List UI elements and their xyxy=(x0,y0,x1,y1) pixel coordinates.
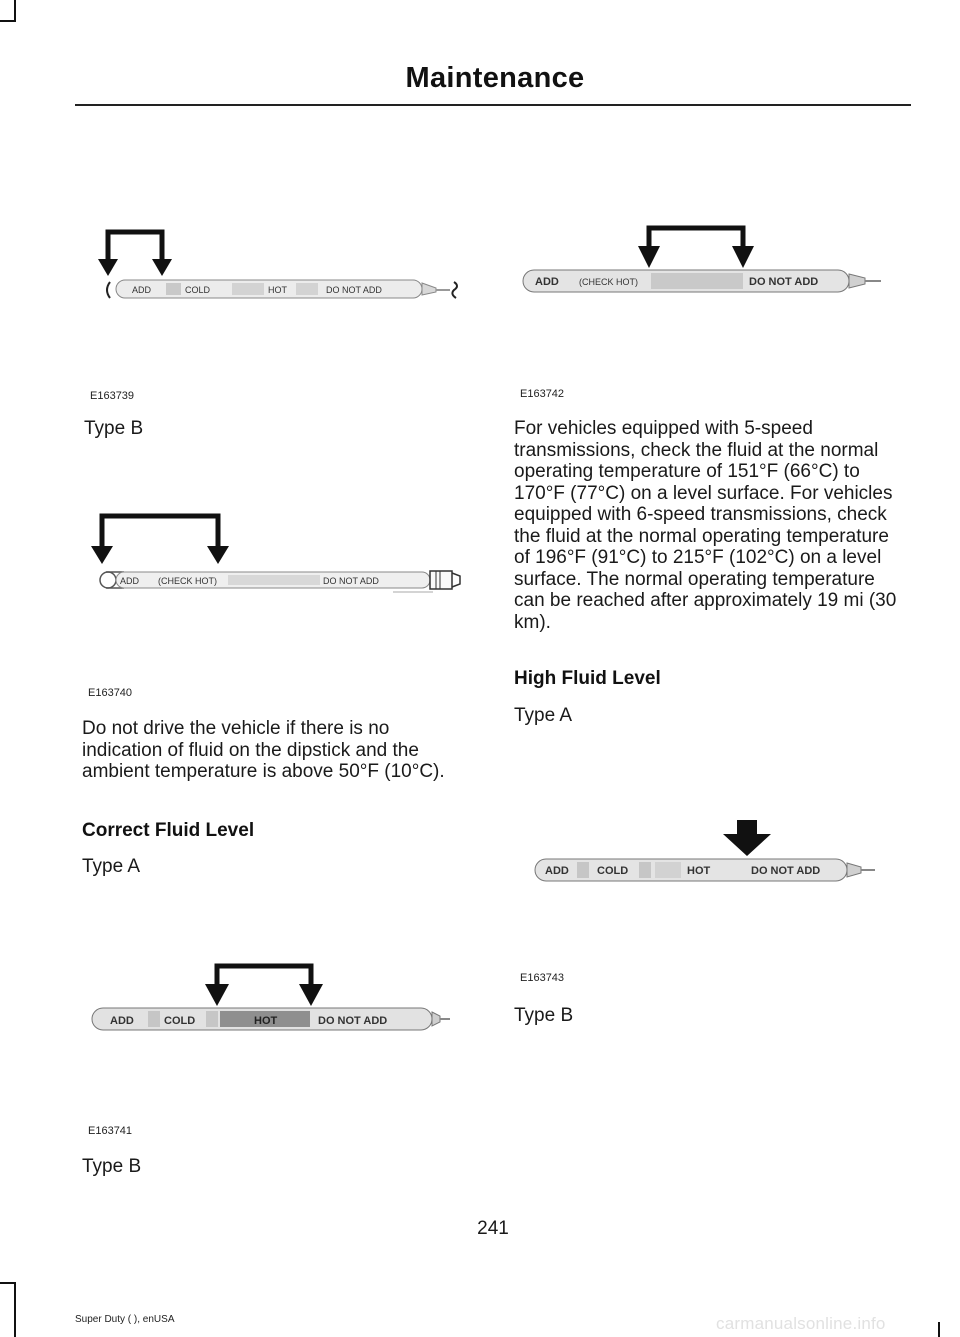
crop-mark-top-left-h xyxy=(0,20,16,22)
figure-code: E163740 xyxy=(88,687,133,699)
dipstick-label: COLD xyxy=(164,1015,196,1027)
type-label: Type B xyxy=(84,418,144,439)
section-heading: High Fluid Level xyxy=(514,668,661,689)
dipstick-label: ADD xyxy=(132,285,152,295)
dipstick-figure-e163741 xyxy=(88,960,468,1040)
crop-mark-bottom-left-h xyxy=(0,1282,16,1284)
figure-code: E163741 xyxy=(88,1125,133,1137)
arrow-bracket-icon xyxy=(638,228,754,268)
dipstick-label: (CHECK HOT) xyxy=(579,277,638,287)
page-number: 241 xyxy=(477,1218,509,1239)
dipstick-label: DO NOT ADD xyxy=(751,865,821,877)
dipstick-label: DO NOT ADD xyxy=(318,1015,388,1027)
dipstick-label: DO NOT ADD xyxy=(323,576,379,586)
dipstick-label: HOT xyxy=(254,1015,278,1027)
dipstick-label: HOT xyxy=(268,285,287,295)
warning-paragraph: Do not drive the vehicle if there is no indication of fluid on the dipstick and the ambient temperature is above 50°F (10°C). xyxy=(82,718,445,782)
dipstick-figure-e163742 xyxy=(515,222,885,302)
dipstick-label: HOT xyxy=(687,865,711,877)
temperature-paragraph: For vehicles equipped with 5-speed transmissions, check the fluid at the normal operating temperature of 151°F (66°C) to 170°F (77°C) on a level surface. For vehicles equipped with 6-speed transmissions, check the fluid at the normal operating temperature of 196°F (91°C) to 215°F (102°C) on a level surface. The normal operating temperature can be reached after approximately 19 mi (30 km). xyxy=(514,418,897,633)
dipstick-label: COLD xyxy=(597,865,629,877)
arrow-bracket-icon xyxy=(205,966,323,1006)
type-label: Type A xyxy=(514,705,573,726)
figure-code: E163743 xyxy=(520,972,565,984)
arrow-down-icon xyxy=(723,820,771,856)
dipstick-label: ADD xyxy=(545,865,569,877)
arrow-bracket-icon xyxy=(91,516,229,564)
dipstick-figure-e163740 xyxy=(88,512,468,602)
arrow-bracket-icon xyxy=(98,232,172,276)
watermark-link[interactable]: carmanualsonline.info xyxy=(716,1314,886,1333)
type-label: Type B xyxy=(514,1005,574,1026)
dipstick-label: DO NOT ADD xyxy=(749,276,819,288)
crop-mark-bottom-left-v xyxy=(14,1282,16,1337)
publication-footer: Super Duty ( ), enUSA xyxy=(75,1314,175,1325)
dipstick-label: ADD xyxy=(120,576,140,586)
dipstick-figure-e163739 xyxy=(90,228,470,308)
figure-code: E163742 xyxy=(520,388,565,400)
dipstick-label: COLD xyxy=(185,285,211,295)
crop-mark-bottom-right-v xyxy=(938,1322,940,1337)
section-heading: Correct Fluid Level xyxy=(82,820,255,841)
dipstick-label: (CHECK HOT) xyxy=(158,576,217,586)
dipstick-figure-e163743 xyxy=(515,818,885,888)
page-title: Maintenance xyxy=(405,62,585,94)
figure-code: E163739 xyxy=(90,390,135,402)
type-label: Type B xyxy=(82,1156,142,1177)
dipstick-label: ADD xyxy=(110,1015,134,1027)
title-divider xyxy=(75,104,911,106)
crop-mark-top-left-v xyxy=(14,0,16,20)
dipstick-label: ADD xyxy=(535,276,559,288)
dipstick-label: DO NOT ADD xyxy=(326,285,382,295)
type-label: Type A xyxy=(82,856,141,877)
